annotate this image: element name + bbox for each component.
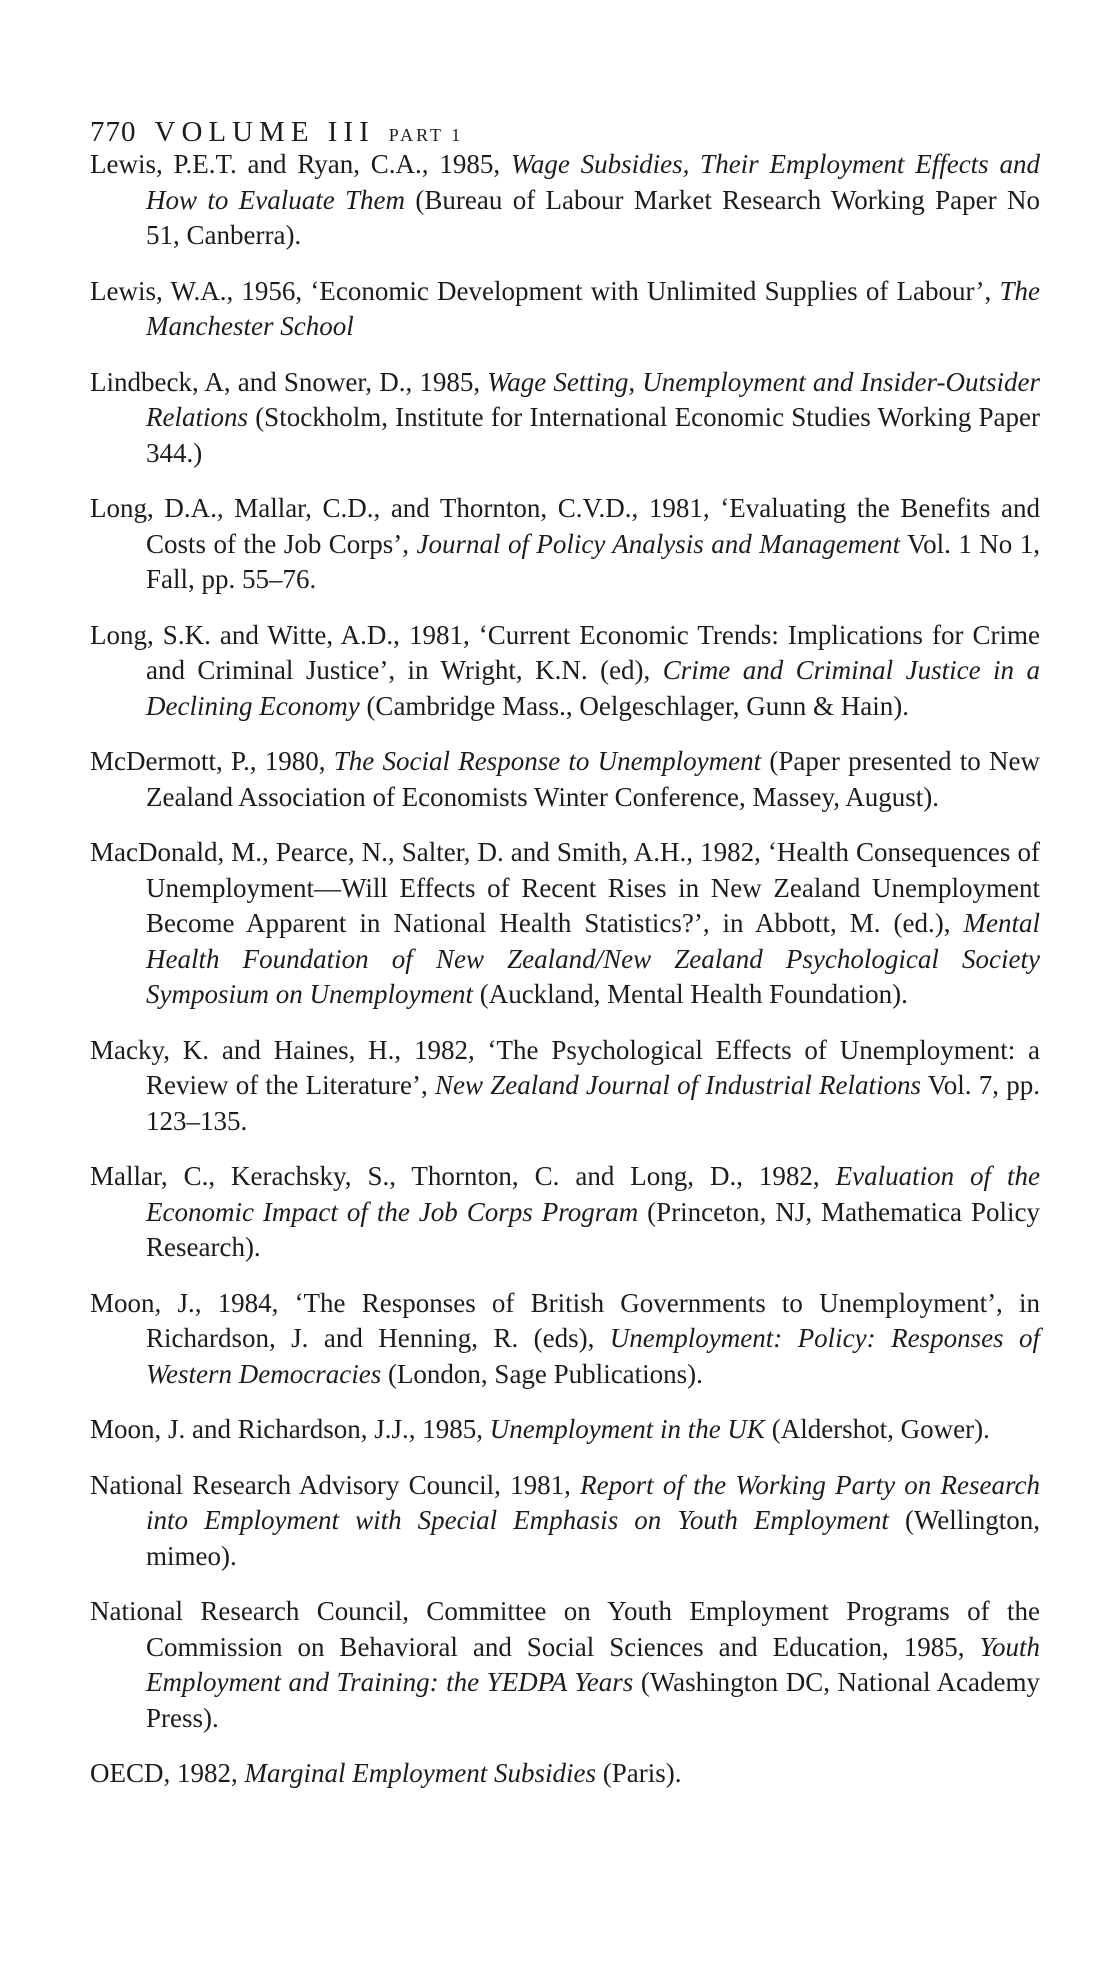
reference-text: (Wellington, mimeo). bbox=[146, 1505, 1041, 1571]
reference-text: (Cambridge Mass., Oelgeschlager, Gunn & Hain). bbox=[359, 690, 909, 721]
part-label: PART 1 bbox=[388, 125, 464, 145]
reference-title: Mental Health Foundation of New Zealand/New Zealand Psychological Society Symposium on Unemployment bbox=[146, 908, 1040, 1009]
reference-text: McDermott, P., 1980, bbox=[90, 746, 334, 776]
reference-text: (Paper presented to New Zealand Association of Economists Winter Conference, Massey, August). bbox=[146, 746, 1040, 812]
reference-title: Journal of Policy Analysis and Management bbox=[416, 528, 901, 559]
reference-title: The Social Response to Unemployment bbox=[333, 746, 762, 776]
reference-entry bbox=[90, 1594, 1040, 1736]
reference-text: Moon, J., 1984, ‘The Responses of British Governments to Unemployment’, in Richardson, J. and Henning, R. (eds), bbox=[90, 1287, 1040, 1353]
reference-entry bbox=[90, 1286, 1040, 1393]
page-number: 770 bbox=[90, 116, 137, 148]
reference-text: (London, Sage Publications). bbox=[381, 1358, 703, 1389]
reference-entry bbox=[90, 274, 1040, 345]
reference-entry bbox=[90, 1159, 1040, 1266]
reference-title: Unemployment in the UK bbox=[489, 1414, 765, 1444]
reference-title: Crime and Criminal Justice in a Declining Economy bbox=[146, 655, 1040, 721]
reference-text: (Princeton, NJ, Mathematica Policy Research). bbox=[146, 1196, 1040, 1262]
reference-text: (Washington DC, National Academy Press). bbox=[146, 1667, 1040, 1733]
reference-entry bbox=[90, 147, 1040, 254]
reference-text: (Bureau of Labour Market Research Working Paper No 51, Canberra). bbox=[146, 184, 1040, 250]
reference-entry bbox=[90, 618, 1040, 725]
reference-entry bbox=[90, 365, 1040, 472]
reference-text: National Research Advisory Council, 1981, bbox=[90, 1469, 581, 1500]
reference-text: (Paris). bbox=[595, 1758, 682, 1788]
reference-entry bbox=[90, 491, 1040, 598]
reference-text: Long, S.K. and Witte, A.D., 1981, ‘Current Economic Trends: Implications for Crime and Criminal Justice’, in Wright, K.N. (ed), bbox=[90, 619, 1040, 685]
volume-label: VOLUME III bbox=[154, 116, 375, 148]
reference-title: Youth Employment and Training: the YEDPA Years bbox=[146, 1631, 1040, 1697]
reference-title: The Manchester School bbox=[146, 275, 1040, 341]
reference-title: Marginal Employment Subsidies bbox=[244, 1758, 596, 1788]
reference-text: Vol. 1 No 1, Fall, pp. 55–76. bbox=[146, 528, 1040, 594]
reference-entry bbox=[90, 1756, 1040, 1792]
reference-text: (Auckland, Mental Health Foundation). bbox=[472, 979, 908, 1009]
reference-text: Moon, J. and Richardson, J.J., 1985, bbox=[90, 1414, 490, 1444]
reference-entry bbox=[90, 1468, 1040, 1575]
reference-title: Evaluation of the Economic Impact of the Job Corps Program bbox=[146, 1161, 1040, 1227]
reference-entry bbox=[90, 1033, 1040, 1140]
reference-text: OECD, 1982, bbox=[90, 1758, 245, 1788]
reference-entry bbox=[90, 1412, 1040, 1448]
reference-list bbox=[90, 147, 1040, 1812]
reference-entry bbox=[90, 835, 1040, 1013]
reference-text: Macky, K. and Haines, H., 1982, ‘The Psychological Effects of Unemployment: a Review of the Literature’, bbox=[90, 1034, 1040, 1100]
reference-text: (Stockholm, Institute for International Economic Studies Working Paper 344.) bbox=[146, 402, 1040, 468]
reference-text: Lindbeck, A, and Snower, D., 1985, bbox=[90, 366, 488, 397]
reference-title: Wage Setting, Unemployment and Insider-Outsider Relations bbox=[146, 366, 1040, 432]
reference-text: National Research Council, Committee on Youth Employment Programs of the Commission on Behavioral and Social Sciences and Education, 1985, bbox=[90, 1596, 1040, 1662]
reference-text: Long, D.A., Mallar, C.D., and Thornton, C.V.D., 1981, ‘Evaluating the Benefits and Costs of the Job Corps’, bbox=[90, 493, 1040, 559]
reference-title: Report of the Working Party on Research into Employment with Special Emphasis on Youth Employment bbox=[146, 1469, 1041, 1535]
reference-entry bbox=[90, 744, 1040, 815]
reference-title: Wage Subsidies, Their Employment Effects and How to Evaluate Them bbox=[146, 149, 1040, 215]
reference-text: Lewis, W.A., 1956, ‘Economic Development with Unlimited Supplies of Labour’, bbox=[90, 275, 1000, 306]
reference-title: Unemployment: Policy: Responses of Western Democracies bbox=[146, 1323, 1040, 1389]
reference-text: MacDonald, M., Pearce, N., Salter, D. and Smith, A.H., 1982, ‘Health Consequences of Unemployment—Will Effects of Recent Rises in New Zealand Unemployment Become Apparent in National Health Statistics?’, in Abbott, M. (ed.), bbox=[90, 837, 1040, 938]
reference-title: New Zealand Journal of Industrial Relations bbox=[434, 1070, 922, 1100]
reference-text: Lewis, P.E.T. and Ryan, C.A., 1985, bbox=[90, 149, 511, 179]
reference-text: Vol. 7, pp. 123–135. bbox=[146, 1070, 1040, 1136]
reference-text: Mallar, C., Kerachsky, S., Thornton, C. and Long, D., 1982, bbox=[90, 1161, 836, 1191]
reference-text: (Aldershot, Gower). bbox=[764, 1414, 990, 1444]
running-header bbox=[90, 118, 463, 147]
